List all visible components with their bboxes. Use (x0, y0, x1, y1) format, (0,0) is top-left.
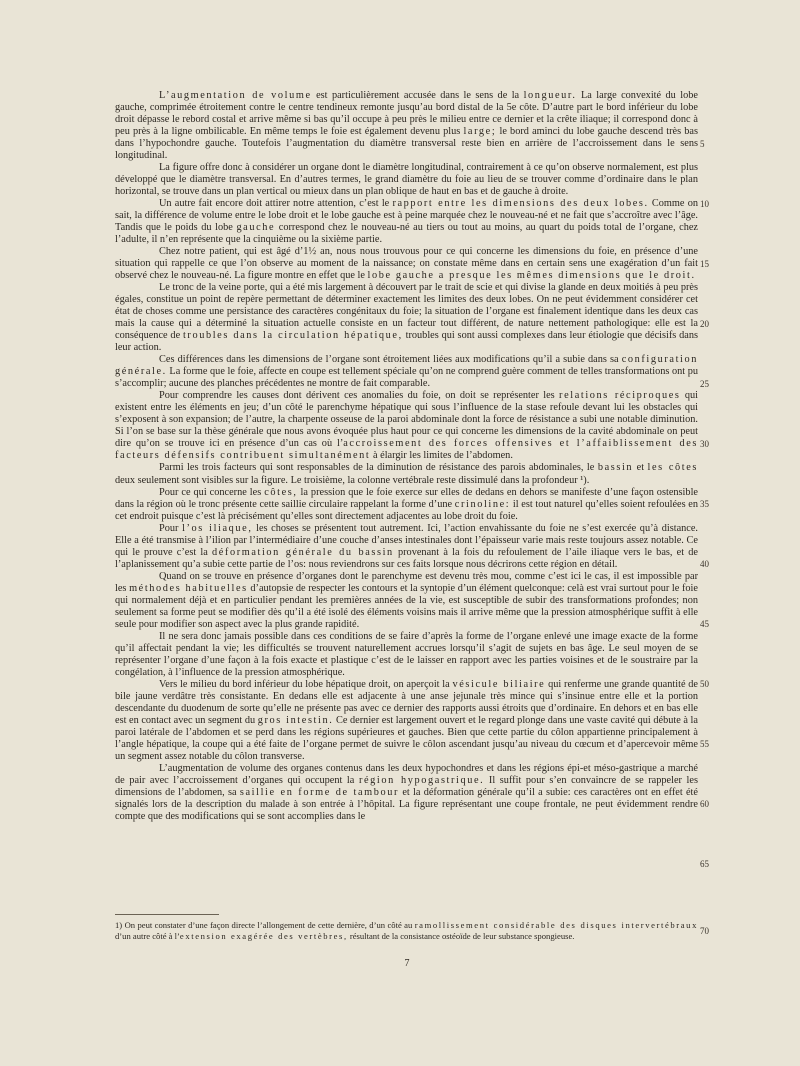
text-run: d’un autre côté à l’ (115, 931, 180, 941)
paragraph (115, 571, 698, 631)
spaced-emphasis-text: accroissement des forces offensives et l’affaiblissement des facteurs défensifs contribuent simultanément (115, 438, 698, 462)
text-run: et la déformation générale qu’il a subie: ces caractères ont en effet été signalés lors de la description du malade à son entrée à l’hôpital. La figure représentant une coupe frontale, ne peut évidemment rendre compte que des modifications qui se sont accomplies dans le (115, 786, 698, 822)
text-run: il est tout naturel qu’elles soient refoulées en cet endroit puisque c’est là précisément qu’elles sont directement adjacentes au lobe droit du foie. (115, 498, 698, 522)
text-run: à élargir les limites de l’abdomen. (370, 450, 513, 462)
text-run: d’autopsie de respecter les contours et la syntopie d’un élément quelconque: celà est vrai surtout pour le foie qui normalement déjà et en particulier pendant les premières années de la vie, est susceptible de subir des transformations profondes; non seulement sa forme peut se modifier dès qu’il a été isolé des éléments voisins mais il arrive même que la pression atmosphérique suffit à elle seule pour modifier son aspect avec la plus grande rapidité. (115, 582, 698, 630)
text-run: Pour (159, 522, 183, 534)
text-run: La figure offre donc à considérer un organe dont le diamètre longitudinal, contrairement à ce qu’on observe normalement, est plus développé que le diamètre transversal. En d’autres termes, le grand diamètre du foie au lieu de se trouver comme d’ordinaire dans le plan horizontal, se trouve dans un plan vertical ou mieux dans un plan oblique de haut en bas et de gauche à droite. (115, 162, 698, 198)
spaced-emphasis-text: méthodes habituelles (129, 582, 248, 594)
text-run: Ce dernier est largement ouvert et le regard plonge dans une vaste cavité qui débute à la paroi latérale de l’abdomen et se perd dans les régions supérieures et gauches. Bien que cette partie du côlon appartienne principalement à l’angle hépatique, la coupe qui a été faite de l’organe permet de suivre le côlon ascendant jusqu’au niveau du cœcum et d’apercevoir même un segment assez notable du côlon transverse. (115, 714, 698, 762)
text-run: et (633, 462, 648, 474)
line-number: 30 (700, 439, 709, 449)
text-run: qui renferme une grande quantité de bile jaune verdâtre très consistante. En dedans elle est adjacente à une anse jejunale très mince qui s’insinue entre elle et la portion descendante du duodenum de sorte qu’elle ne présente pas avec ce dernier des rapports aussi étroits que d’ordinaire. En dehors et en bas elle est en contact avec un segment du (115, 678, 698, 726)
text-run: Quand on se trouve en présence d’organes dont le parenchyme est devenu très mou, comme c’est ici le cas, il est impossible par les (115, 570, 698, 594)
spaced-emphasis-text: déformation générale du bassin (212, 546, 394, 558)
text-run: qui existent entre les éléments en jeu; d’un côté le parenchyme hépatique qui sous l’influence de la stase refoule devant lui les obstacles qui s’exposent à son expansion; de l’autre, la charpente osseuse de la paroi abdominale dont la force de résistance a subi une notable diminution. Si l’on se base sur la thèse générale que nous avons évoquée plus haut pour ce qui concerne les dimensions de la cavité abdominale on peut dire qu’on se trouve ici en présence d’un cas où l’ (115, 390, 698, 450)
text-run: Parmi les trois facteurs qui sont responsables de la diminution de résistance des parois abdominales, le (159, 462, 598, 474)
paragraph (115, 282, 698, 354)
text-run: Chez notre patient, qui est âgé d’1½ an, nous nous trouvous pour ce qui concerne les dimensions du foie, en présence d’une situation qui rappelle ce que l’on observe au moment de la naissance; on constate même dans en certain sens une exagération d’un fait observé chez le nouveau-né. La figure montre en effet que le (115, 246, 698, 282)
spaced-emphasis-text: configuration générale. (115, 354, 698, 378)
spaced-emphasis-text: gauche (236, 222, 276, 234)
paragraph (115, 763, 698, 823)
page-number: 7 (404, 958, 410, 969)
text-run: est particulièrement accusée dans le sens de la (311, 90, 524, 101)
line-number: 25 (700, 379, 709, 389)
footnote-divider (115, 914, 219, 915)
text-run: Comme on sait, la différence de volume entre le lobe droit et le lobe gauche est à peine marquée chez le nouveau-né et ne fait que s’accroître avec l’âge. Tandis que le poids du lobe (115, 198, 698, 234)
text-run: Vers le milieu du bord inférieur du lobe hépatique droit, on aperçoit la (159, 678, 453, 690)
spaced-emphasis-text: crinoline: (454, 498, 511, 510)
line-number: 20 (700, 319, 709, 329)
text-run: Ces différences dans les dimensions de l’organe sont étroitement liées aux modifications qu’il a subie dans sa (159, 354, 622, 366)
text-run: troubles qui sont aussi complexes dans leur étiologie que décisifs dans leur action. (115, 330, 699, 354)
text-run: le bord aminci du lobe gauche descend très bas dans l’hypochondre gauche. Toutefois l’augmentation du diamètre transversal reste bien en arrière de l’accroissement dans le sens longitudinal. (115, 126, 698, 162)
text-run: L’augmentation de volume des organes contenus dans les deux hypochondres et dans les régions épi-et méso-gastrique a marché de pair avec l’accroissement d’organes qui occupent la (115, 762, 698, 786)
line-number: 40 (700, 559, 709, 569)
spaced-emphasis-text: rapport entre les dimensions des deux lobes. (392, 198, 649, 210)
spaced-emphasis-text: gros intestin. (257, 714, 334, 726)
text-run: la pression que le foie exerce sur elles de dedans en dehors se manifeste d’une façon ostensible dans la région où le tronc présente cette saillie circulaire rappelant la forme d’une (115, 486, 698, 510)
text-run: La forme que le foie, affecte en coupe est tellement spéciale qu’on ne comprend guère comment de telles transformations ont pu s’accomplir; aucune des planches précédentes ne montre de fait comparable. (115, 366, 698, 390)
paragraph (115, 462, 698, 486)
body-text (115, 90, 698, 823)
text-run: correspond chez le nouveau-né au tiers ou tout au moins, au quart du poids total de l’organe, chez l’adulte, il n’en représente que la cinquième ou la sixième partie. (115, 222, 698, 246)
spaced-emphasis-text: vésicule biliaire (452, 678, 546, 690)
paragraph (115, 523, 698, 571)
spaced-emphasis-text: lobe gauche a presque les mêmes dimensions que le droit. (367, 270, 696, 282)
spaced-emphasis-text: les côtes (647, 462, 698, 474)
spaced-emphasis-text: relations réciproques (559, 390, 681, 402)
line-number: 5 (700, 139, 705, 149)
text-run: La large convexité du lobe gauche, comprimée étroitement contre le centre tendineux remonte jusqu’au bord distal de la 5e côte. D’autre part le bord inférieur du lobe droit dépasse le rebord costal et arrive même si bas qu’il occupe à peu près le milieu entre ce dernier et la crête iliaque; il correspond donc à peu près à la ligne ombilicable. En même temps le foie est également devenu plus (115, 90, 698, 138)
line-number: 45 (700, 619, 709, 629)
paragraph (115, 679, 698, 763)
line-number: 35 (700, 499, 709, 509)
spaced-emphasis-text: L’augmentation de volume (159, 90, 312, 101)
text-run: Il suffit pour s’en convaincre de se rappeler les dimensions de l’abdomen, sa (115, 774, 698, 798)
paragraph (115, 162, 698, 198)
paragraph (115, 354, 698, 390)
line-number: 55 (700, 739, 709, 749)
line-number: 65 (700, 859, 709, 869)
paragraph (115, 487, 698, 523)
text-run: Pour comprendre les causes dont dérivent ces anomalies du foie, on doit se représenter les (159, 390, 560, 402)
spaced-emphasis-text: l’os iliaque, (182, 522, 253, 534)
line-number: 70 (700, 926, 709, 936)
line-number: 15 (700, 259, 709, 269)
paragraph (115, 246, 698, 282)
spaced-emphasis-text: bassin (597, 462, 634, 474)
spaced-emphasis-text: extension exagérée des vertèbres, (179, 931, 348, 941)
paragraph (115, 90, 698, 162)
text-run: Il ne sera donc jamais possible dans ces conditions de se faire d’après la forme de l’organe enlevé une image exacte de la forme qu’il affectait pendant la vie; les difficultés se trouvent naturellement accrues lorsqu’il s’agit de sujets en bas âge. Le seul moyen de se représenter l’organe d’une façon à la fois exacte et plastique c’est de le laisser en rapport avec les parties voisines et de le soustraire par la congélation, à l’influence de la pression atmosphérique. (115, 630, 698, 678)
spaced-emphasis-text: troubles dans la circulation hépatique, (182, 330, 403, 342)
text-run: Pour ce qui concerne les (159, 486, 265, 498)
spaced-emphasis-text: saillie en forme de tambour (239, 786, 400, 798)
text-run: Un autre fait encore doit attirer notre attention, c’est le (159, 198, 393, 210)
spaced-emphasis-text: côtes, (264, 486, 298, 498)
footnote (115, 920, 698, 942)
line-number: 10 (700, 199, 709, 209)
text-run: deux seulement sont visibles sur la figure. Le troisième, la colonne vertébrale reste dissimulé dans la profondeur ¹). (115, 474, 590, 486)
line-number: 50 (700, 679, 709, 689)
line-number: 60 (700, 799, 709, 809)
text-run: provenant à la fois du refoulement de l’aile iliaque vers le bas, et de l’aplanissement qu’a subie cette partie de l’os: nous reviendrons sur ces faits lorsque nous décrirons cette région en détail. (115, 546, 699, 570)
spaced-emphasis-text: région hypogastrique. (358, 774, 485, 786)
spaced-emphasis-text: ramollissement considérable des disques intervertébraux (414, 920, 698, 930)
paragraph (115, 631, 698, 679)
spaced-emphasis-text: large; (463, 126, 497, 138)
text-run: les choses se présentent tout autrement. Ici, l’action envahissante du foie ne s’est exercée qu’à distance. Elle a été transmise à l’ilion par l’intermédiaire d’une couche d’anses intestinales dont l’épaisseur varie mais reste toujours assez notable. Ce qui le prouve c’est la (115, 522, 699, 558)
spaced-emphasis-text: longueur. (523, 90, 577, 101)
text-run: Le tronc de la veine porte, qui a été mis largement à découvert par le trait de scie et qui divise la glande en deux moitiés à peu près égales, constitue un point de repère permettant de déterminer exactement les limites des deux lobes. On ne peut évidemment considérer cet état de choses comme une persistance des caractères congénitaux du foie; la situation de l’organe est finalement identique dans les deux cas mais la cause qui a déterminé la situation actuelle consiste en un facteur tout différent, de nature nettement pathologique: elle est la conséquence de (115, 282, 698, 342)
paragraph (115, 198, 698, 246)
paragraph (115, 390, 698, 462)
text-run: 1) On peut constater d’une façon directe l’allongement de cette dernière, d’un côté au (115, 920, 415, 930)
text-run: résultant de la consistance ostéoïde de leur substance spongieuse. (347, 931, 575, 941)
